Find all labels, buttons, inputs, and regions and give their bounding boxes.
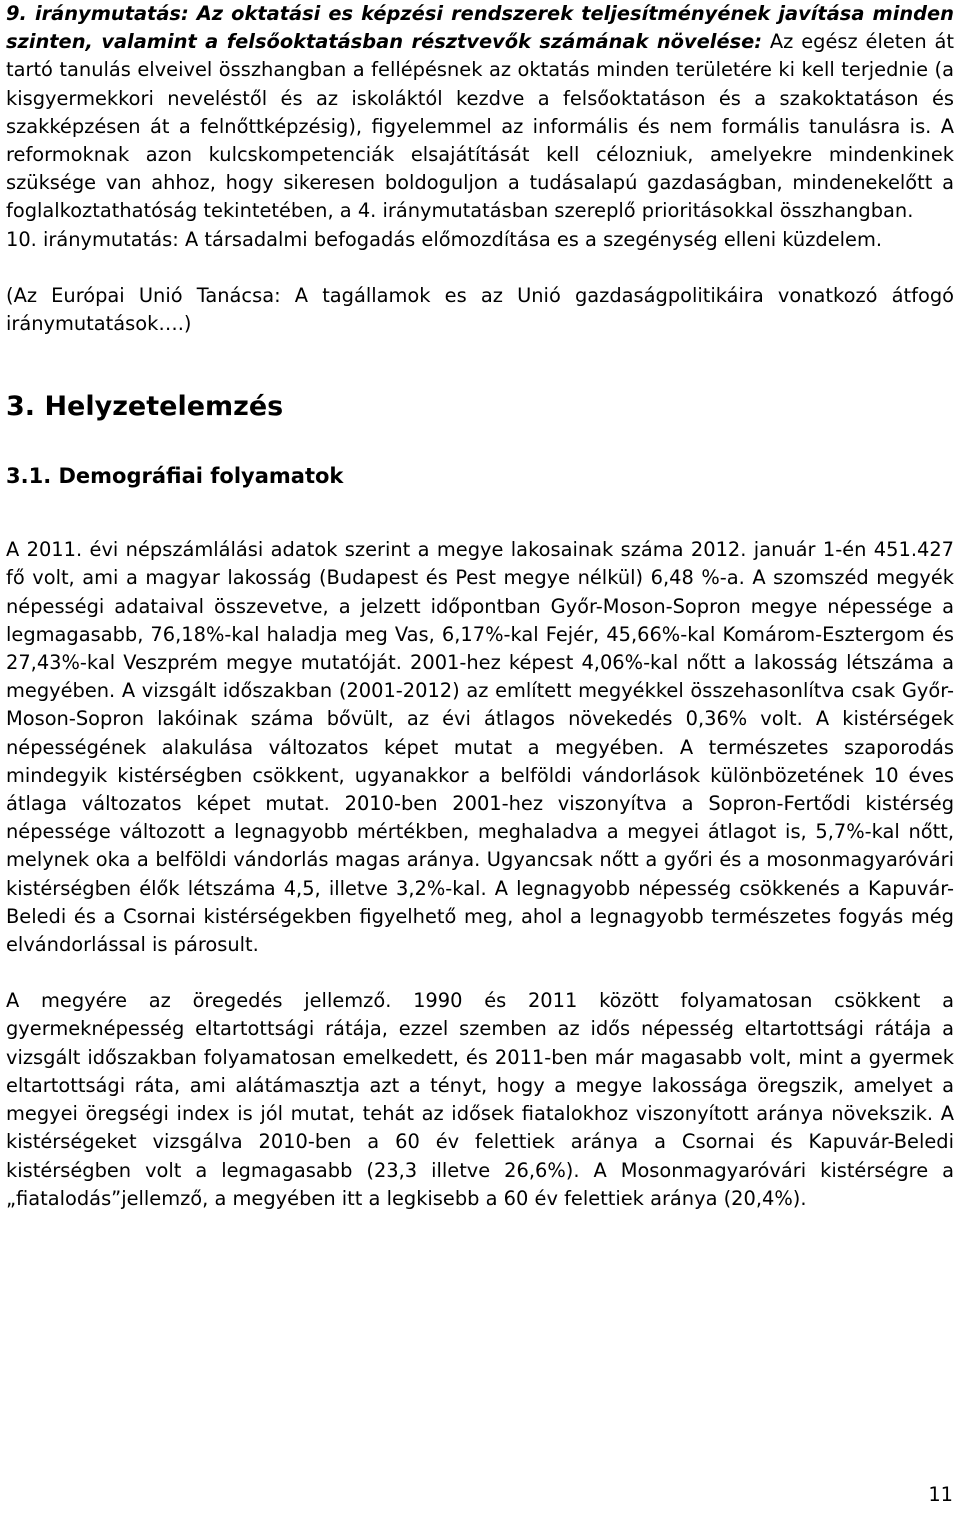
- demography-paragraph-2: A megyére az öregedés jellemző. 1990 és 2011 között folyamatosan csökkent a gyermeknépesség eltartottsági rátája, ezzel szemben az idős népesség eltartottsági rátája a vizsgált időszakban folyamatosan emelkedett, és 2011-ben már magasabb volt, mint a gyermek eltartottsági ráta, ami alátámasztja azt a tényt, hogy a megye lakossága öregszik, amelyet a megyei öregségi index is jól mutat, tehát az idősek fiatalokhoz viszonyított aránya növekszik. A kistérségeket vizsgálva 2010-ben a 60 év felettiek aránya a Csornai és Kapuvár-Beledi kistérségben volt a legmagasabb (23,3 illetve 26,6%). A Mosonmagyaróvári kistérségre a „fiatalodás”jellemző, a megyében itt a legkisebb a 60 év felettiek aránya (20,4%).: [6, 989, 954, 1210]
- document-page: [6, 0, 954, 1213]
- guideline-9-paragraph: [6, 0, 954, 226]
- section-title: 3. Helyzetelemzés: [6, 391, 284, 423]
- subsection-title: 3.1. Demográfiai folyamatok: [6, 464, 344, 489]
- source-citation: (Az Európai Unió Tanácsa: A tagállamok es az Unió gazdaságpolitikáira vonatkozó átfogó iránymutatások….): [6, 283, 954, 336]
- page-number: 11: [928, 1483, 953, 1506]
- guideline-10-paragraph: 10. iránymutatás: A társadalmi befogadás előmozdítása es a szegénység elleni küzdelem.: [6, 227, 883, 251]
- guideline-9-title: 9. iránymutatás: Az oktatási es képzési rendszerek teljesítményének javítása minden szinten, valamint a felsőoktatásban résztvevők számának növelése:: [6, 2, 954, 54]
- demography-paragraph-1: A 2011. évi népszámlálási adatok szerint a megye lakosainak száma 2012. január 1-én 451.427 fő volt, ami a magyar lakosság (Budapest és Pest megye nélkül) 6,48 %-a. A szomszéd megyék népességi adataival összevetve, a jelzett időpontban Győr-Moson-Sopron megye népessége a legmagasabb, 76,18%-kal haladja meg Vas, 6,17%-kal Fejér, 45,66%-kal Komárom-Esztergom és 27,43%-kal Veszprém megye mutatóját. 2001-hez képest 4,06%-kal nőtt a lakosság létszáma a megyében. A vizsgált időszakban (2001-2012) az említett megyékkel összehasonlítva csak Győr-Moson-Sopron lakóinak száma bővült, az évi átlagos növekedés 0,36% volt. A kistérségek népességének alakulása változatos képet mutat a megyében. A természetes szaporodás mindegyik kistérségben csökkent, ugyanakkor a belföldi vándorlások különbözetének 10 éves átlaga változatos képet mutat. 2010-ben 2001-hez viszonyítva a Sopron-Fertődi kistérség népessége változott a legnagyobb mértékben, meghaladva a megyei átlagot is, 5,7%-kal nőtt, melynek oka a belföldi vándorlás magas aránya. Ugyancsak nőtt a győri és a mosonmagyaróvári kistérségben élők létszáma 4,5, illetve 3,2%-kal. A legnagyobb népesség csökkenés a Kapuvár-Beledi és a Csornai kistérségekben figyelhető meg, ahol a legnagyobb természetes fogyás még elvándorlással is párosult.: [6, 538, 954, 957]
- guideline-9-body: Az egész életen át tartó tanulás elveivel összhangban a fellépésnek az oktatás minden területére ki kell terjednie (a kisgyermekkori neveléstől és az iskoláktól kezdve a felsőoktatáson és a szakoktatáson és szakképzésen át a felnőttképzésig), figyelemmel az informális és nem formális tanulásra is. A reformoknak azon kulcskompetenciák elsajátítását kell célozniuk, amelyekre mindenkinek szüksége van ahhoz, hogy sikeresen boldoguljon a tudásalapú gazdaságban, mindenekelőtt a foglalkoztathatóság tekintetében, a 4. iránymutatásban szereplő prioritásokkal összhangban.: [6, 30, 954, 223]
